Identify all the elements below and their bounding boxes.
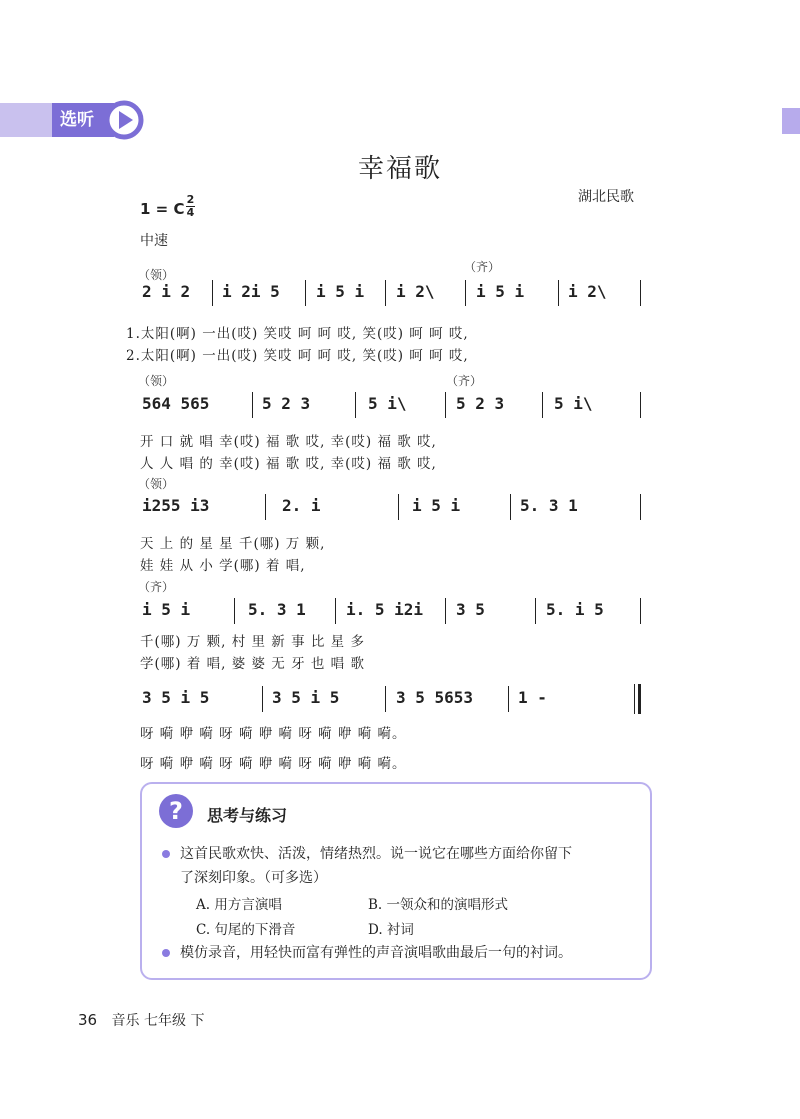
final-barline-thin <box>634 684 635 714</box>
measure: i 2\ <box>568 282 607 301</box>
measure: 5 2 3 <box>262 394 311 413</box>
exercise-title: 思考与练习 <box>207 806 288 825</box>
lyric-verse-2: 学(哪) 着 唱, 婆 婆 无 牙 也 唱 歌 <box>140 656 365 672</box>
lyric-verse-1: 呀 嗬 咿 嗬 呀 嗬 咿 嗬 呀 嗬 咿 嗬 嗬。 <box>140 726 407 742</box>
svg-text:?: ? <box>169 797 183 825</box>
page-footer <box>78 1010 204 1030</box>
measure: i 5 i <box>142 600 191 619</box>
barline <box>355 392 356 418</box>
barline <box>640 598 641 624</box>
barline <box>385 280 386 306</box>
option-c: C. 句尾的下滑音 <box>196 922 296 938</box>
barline <box>445 598 446 624</box>
time-signature <box>186 195 195 218</box>
barline <box>640 392 641 418</box>
lead-mark: （领） <box>138 477 175 491</box>
barline <box>542 392 543 418</box>
measure: 3 5 i 5 <box>142 688 210 707</box>
measure: 2. i <box>282 496 321 515</box>
barline <box>335 598 336 624</box>
barline <box>265 494 266 520</box>
chorus-mark: （齐） <box>464 260 501 274</box>
measure: 3 5 i 5 <box>272 688 340 707</box>
lyric-verse-1: 天 上 的 星 星 千(哪) 万 颗, <box>140 536 326 552</box>
section-label: 选听 <box>52 103 114 137</box>
meter-bottom: 4 <box>186 206 195 219</box>
measure: i 2i 5 <box>222 282 280 301</box>
measure: 3 5 <box>456 600 485 619</box>
measure: 564 565 <box>142 394 210 413</box>
measure: i 5 i <box>412 496 461 515</box>
barline <box>212 280 213 306</box>
barline <box>234 598 235 624</box>
section-banner-bar <box>0 103 52 137</box>
barline <box>535 598 536 624</box>
barline <box>640 494 641 520</box>
barline <box>640 280 641 306</box>
bullet-icon <box>162 850 170 858</box>
barline <box>252 392 253 418</box>
meter-top: 2 <box>186 193 195 206</box>
lead-mark: （领） <box>138 268 175 282</box>
question-1-line-1: 这首民歌欢快、活泼，情绪热烈。说一说它在哪些方面给你留下 <box>180 846 572 862</box>
measure: 5 2 3 <box>456 394 505 413</box>
measure: i 5 i <box>316 282 365 301</box>
measure: i 5 i <box>476 282 525 301</box>
play-icon <box>104 100 144 140</box>
option-a: A. 用方言演唱 <box>196 897 282 913</box>
lyric-verse-1: 千(哪) 万 颗, 村 里 新 事 比 星 多 <box>140 634 365 650</box>
bullet-icon <box>162 949 170 957</box>
measure: 5. 3 1 <box>248 600 306 619</box>
lyric-verse-2: 2.太阳(啊) 一出(哎) 笑哎 呵 呵 哎, 笑(哎) 呵 呵 哎, <box>126 348 469 364</box>
lyric-verse-2: 呀 嗬 咿 嗬 呀 嗬 咿 嗬 呀 嗬 咿 嗬 嗬。 <box>140 756 407 772</box>
lyric-verse-2: 娃 娃 从 小 学(哪) 着 唱, <box>140 558 306 574</box>
lyric-verse-2: 人 人 唱 的 幸(哎) 福 歌 哎, 幸(哎) 福 歌 哎, <box>140 456 437 472</box>
option-b: B. 一领众和的演唱形式 <box>368 897 509 913</box>
option-d: D. 衬词 <box>368 922 414 938</box>
measure: 5. 3 1 <box>520 496 578 515</box>
page-number: 36 <box>78 1011 98 1029</box>
barline <box>465 280 466 306</box>
question-1-line-2: 了深刻印象。（可多选） <box>180 870 327 886</box>
page-edge-tab <box>782 108 800 134</box>
tempo-marking: 中速 <box>140 233 168 249</box>
lead-mark: （领） <box>138 374 175 388</box>
barline <box>398 494 399 520</box>
measure: 5 i\ <box>554 394 593 413</box>
measure: 5 i\ <box>368 394 407 413</box>
barline <box>510 494 511 520</box>
chorus-mark: （齐） <box>446 374 483 388</box>
barline <box>558 280 559 306</box>
book-name: 音乐 七年级 下 <box>111 1013 205 1029</box>
question-icon <box>158 793 194 829</box>
question-2: 模仿录音，用轻快而富有弹性的声音演唱歌曲最后一句的衬词。 <box>180 945 572 961</box>
chorus-mark: （齐） <box>138 580 175 594</box>
barline <box>305 280 306 306</box>
measure: i255 i3 <box>142 496 210 515</box>
measure: i. 5 i2i <box>346 600 424 619</box>
barline <box>445 392 446 418</box>
lyric-verse-1: 1.太阳(啊) 一出(哎) 笑哎 呵 呵 哎, 笑(哎) 呵 呵 哎, <box>126 326 469 342</box>
key-signature: 1 = C <box>140 200 185 218</box>
measure: i 2\ <box>396 282 435 301</box>
measure: 5. i 5 <box>546 600 604 619</box>
measure: 1 - <box>518 688 547 707</box>
measure: 3 5 5653 <box>396 688 474 707</box>
song-title: 幸福歌 <box>357 154 442 184</box>
song-origin: 湖北民歌 <box>578 189 634 205</box>
lyric-verse-1: 开 口 就 唱 幸(哎) 福 歌 哎, 幸(哎) 福 歌 哎, <box>140 434 437 450</box>
barline <box>385 686 386 712</box>
barline <box>262 686 263 712</box>
barline <box>508 686 509 712</box>
final-barline-thick <box>638 684 641 714</box>
measure: 2 i 2 <box>142 282 191 301</box>
